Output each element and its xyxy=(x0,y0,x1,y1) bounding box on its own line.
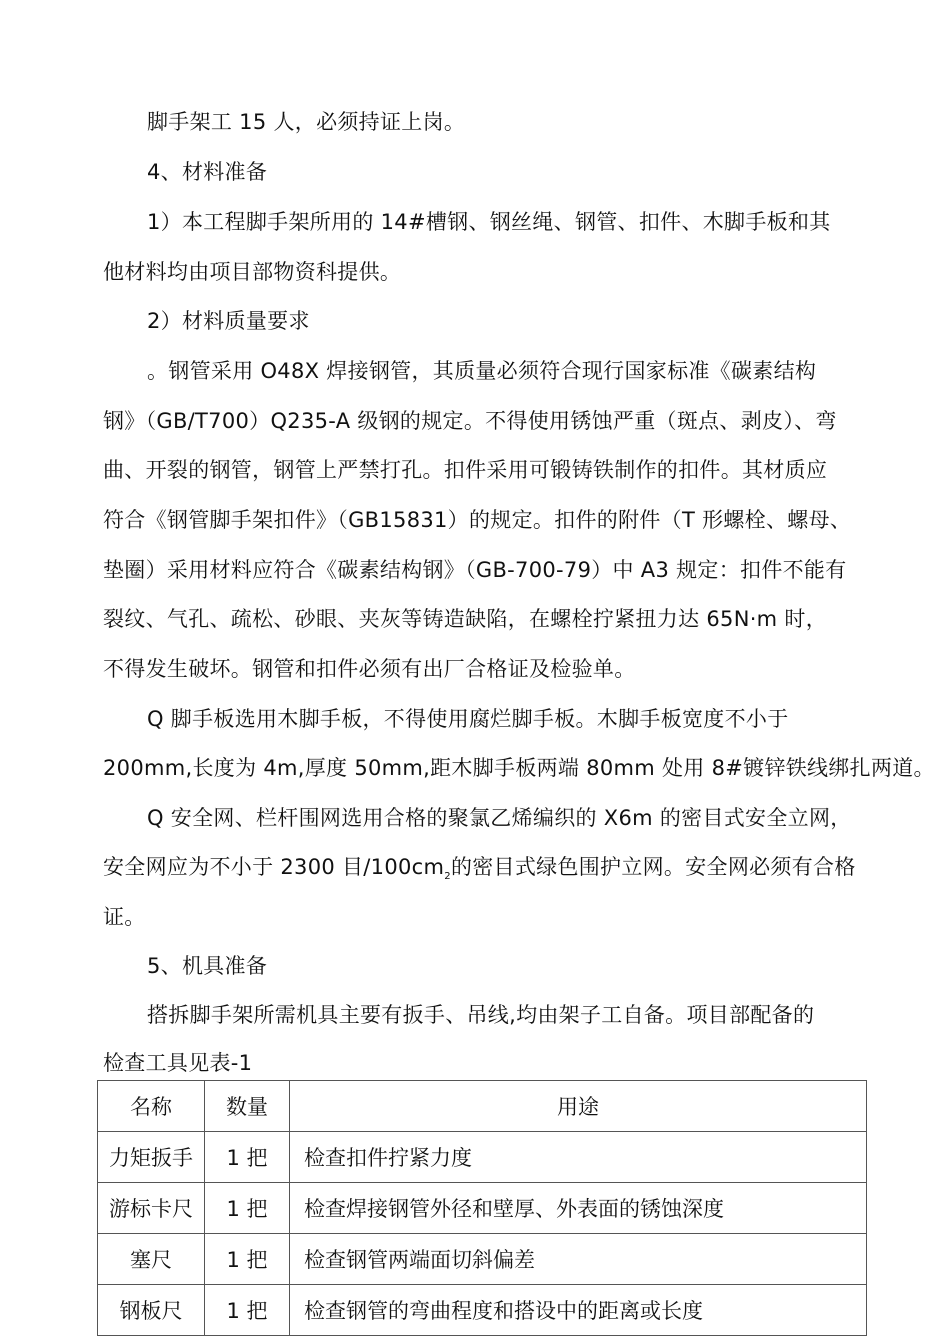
subscript: 2 xyxy=(444,871,451,883)
paragraph: 。钢管采用 O48X 焊接钢管，其质量必须符合现行国家标准《碳素结构 xyxy=(147,359,817,383)
table-row xyxy=(98,1183,867,1234)
cell-name: 游标卡尺 xyxy=(98,1183,205,1234)
cell-quantity: 1 把 xyxy=(205,1132,290,1183)
cell-purpose: 检查钢管两端面切斜偏差 xyxy=(290,1234,867,1285)
table-row xyxy=(98,1132,867,1183)
paragraph: 搭拆脚手架所需机具主要有扳手、吊线,均由架子工自备。项目部配备的 xyxy=(147,1003,815,1027)
text-run: 安全网应为不小于 2300 目/100cm xyxy=(103,855,445,879)
text-run: 的密目式绿色围护立网。安全网必须有合格 xyxy=(450,855,856,879)
cell-purpose: 检查扣件拧紧力度 xyxy=(290,1132,867,1183)
subsection-heading: 2）材料质量要求 xyxy=(147,309,310,333)
section-heading: 4、材料准备 xyxy=(147,160,268,184)
paragraph: 他材料均由项目部物资科提供。 xyxy=(103,260,402,284)
cell-quantity: 1 把 xyxy=(205,1183,290,1234)
cell-quantity: 1 把 xyxy=(205,1285,290,1336)
paragraph: 脚手架工 15 人，必须持证上岗。 xyxy=(147,110,466,134)
inspection-tools-table xyxy=(97,1080,867,1336)
paragraph: Q 脚手板选用木脚手板，不得使用腐烂脚手板。木脚手板宽度不小于 xyxy=(147,707,789,731)
paragraph: 曲、开裂的钢管，钢管上严禁打孔。扣件采用可锻铸铁制作的扣件。其材质应 xyxy=(103,458,828,482)
table-row xyxy=(98,1285,867,1336)
paragraph: 裂纹、气孔、疏松、砂眼、夹灰等铸造缺陷，在螺栓拧紧扭力达 65N·m 时， xyxy=(103,607,828,631)
paragraph xyxy=(103,854,856,890)
section-heading: 5、机具准备 xyxy=(147,954,268,978)
column-header-quantity: 数量 xyxy=(205,1081,290,1132)
table-caption: 检查工具见表-1 xyxy=(103,1051,253,1075)
paragraph: 不得发生破坏。钢管和扣件必须有出厂合格证及检验单。 xyxy=(103,657,636,681)
paragraph: 证。 xyxy=(103,905,146,929)
cell-purpose: 检查焊接钢管外径和壁厚、外表面的锈蚀深度 xyxy=(290,1183,867,1234)
cell-name: 力矩扳手 xyxy=(98,1132,205,1183)
cell-quantity: 1 把 xyxy=(205,1234,290,1285)
cell-name: 钢板尺 xyxy=(98,1285,205,1336)
column-header-purpose: 用途 xyxy=(290,1081,867,1132)
paragraph: 200mm,长度为 4m,厚度 50mm,距木脚手板两端 80mm 处用 8#镀锌铁线绑扎两道。 xyxy=(103,756,935,780)
cell-purpose: 检查钢管的弯曲程度和搭设中的距离或长度 xyxy=(290,1285,867,1336)
paragraph: 钢》（GB/T700）Q235-A 级钢的规定。不得使用锈蚀严重（斑点、剥皮）、弯 xyxy=(103,409,837,433)
paragraph: 1）本工程脚手架所用的 14#槽钢、钢丝绳、钢管、扣件、木脚手板和其 xyxy=(147,210,831,234)
column-header-name: 名称 xyxy=(98,1081,205,1132)
paragraph: 垫圈）采用材料应符合《碳素结构钢》（GB-700-79）中 A3 规定：扣件不能有 xyxy=(103,558,847,582)
table-header-row xyxy=(98,1081,867,1132)
table-row xyxy=(98,1234,867,1285)
paragraph: Q 安全网、栏杆围网选用合格的聚氯乙烯编织的 X6m 的密目式安全立网， xyxy=(147,806,852,830)
paragraph: 符合《钢管脚手架扣件》（GB15831）的规定。扣件的附件（T 形螺栓、螺母、 xyxy=(103,508,852,532)
cell-name: 塞尺 xyxy=(98,1234,205,1285)
